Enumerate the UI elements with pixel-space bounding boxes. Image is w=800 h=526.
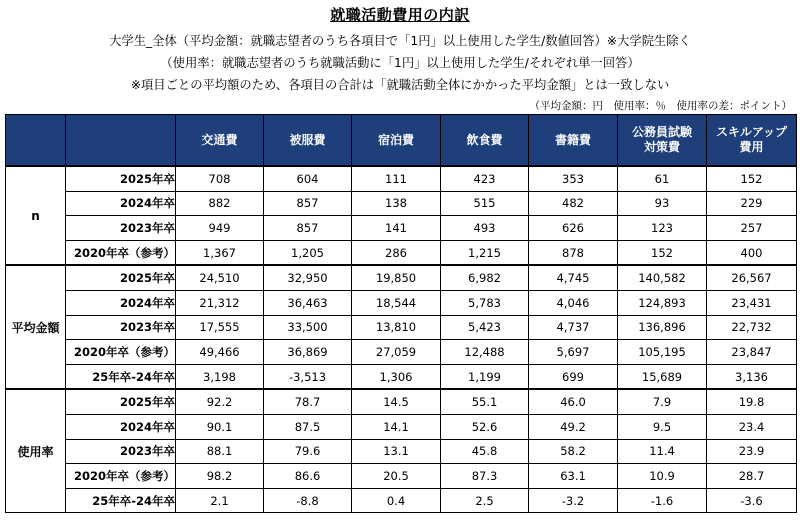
table-cell: 626 bbox=[529, 216, 618, 241]
table-cell: 140,582 bbox=[618, 265, 707, 290]
table-cell: 19,850 bbox=[352, 265, 441, 290]
table-cell: 949 bbox=[176, 216, 264, 241]
page-title: 就職活動費用の内訳 bbox=[330, 6, 470, 24]
table-cell: 61 bbox=[618, 166, 707, 191]
row-label: 2025年卒 bbox=[66, 166, 176, 191]
table-cell: 36,869 bbox=[264, 340, 352, 365]
row-label: 2023年卒 bbox=[66, 315, 176, 340]
table-cell: 1,215 bbox=[441, 240, 529, 265]
table-row bbox=[6, 464, 797, 489]
table-cell: 4,046 bbox=[529, 290, 618, 315]
table-row bbox=[6, 191, 797, 216]
table-cell: 5,783 bbox=[441, 290, 529, 315]
table-cell: 9.5 bbox=[618, 414, 707, 439]
table-cell: 49.2 bbox=[529, 414, 618, 439]
table-cell: 13.1 bbox=[352, 439, 441, 464]
note-scope: 大学生_全体（平均金額：就職志望者のうち各項目で「1円」以上使用した学生/数値回答）※大学院生除く bbox=[109, 34, 691, 48]
table-cell: 27,059 bbox=[352, 340, 441, 365]
table-cell: 4,745 bbox=[529, 265, 618, 290]
table-cell: 2.5 bbox=[441, 488, 529, 513]
table-row bbox=[6, 364, 797, 389]
table-cell: 98.2 bbox=[176, 464, 264, 489]
table-cell: 33,500 bbox=[264, 315, 352, 340]
table-cell: 23,431 bbox=[707, 290, 797, 315]
table-cell: 63.1 bbox=[529, 464, 618, 489]
table-cell: -3.2 bbox=[529, 488, 618, 513]
table-cell: 882 bbox=[176, 191, 264, 216]
table-cell: 138 bbox=[352, 191, 441, 216]
table-cell: 55.1 bbox=[441, 389, 529, 414]
table-cell: 400 bbox=[707, 240, 797, 265]
table-cell: 21,312 bbox=[176, 290, 264, 315]
table-row bbox=[6, 414, 797, 439]
header-row bbox=[6, 115, 797, 167]
column-header: 宿泊費 bbox=[352, 115, 441, 167]
table-cell: 4,737 bbox=[529, 315, 618, 340]
group-label: n bbox=[6, 166, 66, 265]
expense-breakdown-table bbox=[5, 114, 797, 513]
table-cell: 2.1 bbox=[176, 488, 264, 513]
table-cell: 15,689 bbox=[618, 364, 707, 389]
table-cell: 22,732 bbox=[707, 315, 797, 340]
table-cell: 12,488 bbox=[441, 340, 529, 365]
table-cell: 105,195 bbox=[618, 340, 707, 365]
table-cell: 1,306 bbox=[352, 364, 441, 389]
table-cell: 52.6 bbox=[441, 414, 529, 439]
table-cell: 1,367 bbox=[176, 240, 264, 265]
header-corner bbox=[6, 115, 66, 167]
row-label: 2025年卒 bbox=[66, 265, 176, 290]
table-cell: 229 bbox=[707, 191, 797, 216]
table-cell: 111 bbox=[352, 166, 441, 191]
table-row bbox=[6, 340, 797, 365]
table-cell: 49,466 bbox=[176, 340, 264, 365]
table-row bbox=[6, 265, 797, 290]
table-cell: 20.5 bbox=[352, 464, 441, 489]
table-cell: 3,198 bbox=[176, 364, 264, 389]
table-row bbox=[6, 389, 797, 414]
note-average-disclaimer: ※項目ごとの平均額のため、各項目の合計は「就職活動全体にかかった平均金額」とは一致しない bbox=[130, 78, 670, 92]
note-usage-rate: （使用率：就職志望者のうち就職活動に「1円」以上使用した学生/それぞれ単一回答） bbox=[160, 56, 640, 70]
table-cell: 10.9 bbox=[618, 464, 707, 489]
table-cell: 11.4 bbox=[618, 439, 707, 464]
table-cell: 86.6 bbox=[264, 464, 352, 489]
table-cell: 708 bbox=[176, 166, 264, 191]
table-cell: 78.7 bbox=[264, 389, 352, 414]
table-cell: 857 bbox=[264, 191, 352, 216]
table-cell: 604 bbox=[264, 166, 352, 191]
column-header: 被服費 bbox=[264, 115, 352, 167]
column-header: 飲食費 bbox=[441, 115, 529, 167]
table-cell: 515 bbox=[441, 191, 529, 216]
table-cell: 152 bbox=[707, 166, 797, 191]
row-label: 2024年卒 bbox=[66, 414, 176, 439]
table-cell: 28.7 bbox=[707, 464, 797, 489]
table-cell: 699 bbox=[529, 364, 618, 389]
table-cell: 1,199 bbox=[441, 364, 529, 389]
row-label: 2024年卒 bbox=[66, 290, 176, 315]
table-row bbox=[6, 439, 797, 464]
table-cell: 878 bbox=[529, 240, 618, 265]
table-cell: 23.4 bbox=[707, 414, 797, 439]
unit-note: （平均金額：円 使用率：％ 使用率の差：ポイント） bbox=[529, 100, 792, 112]
group-label: 平均金額 bbox=[6, 265, 66, 389]
table-cell: 482 bbox=[529, 191, 618, 216]
table-cell: -8.8 bbox=[264, 488, 352, 513]
table-row bbox=[6, 240, 797, 265]
row-label: 25年卒-24年卒 bbox=[66, 364, 176, 389]
row-label: 2023年卒 bbox=[66, 216, 176, 241]
table-cell: -1.6 bbox=[618, 488, 707, 513]
table-cell: 14.1 bbox=[352, 414, 441, 439]
table-cell: 93 bbox=[618, 191, 707, 216]
table-cell: 90.1 bbox=[176, 414, 264, 439]
table-cell: 19.8 bbox=[707, 389, 797, 414]
table-cell: 32,950 bbox=[264, 265, 352, 290]
table-cell: 24,510 bbox=[176, 265, 264, 290]
table-cell: -3.6 bbox=[707, 488, 797, 513]
column-header: 公務員試験 対策費 bbox=[618, 115, 707, 167]
table-cell: 7.9 bbox=[618, 389, 707, 414]
column-header: 書籍費 bbox=[529, 115, 618, 167]
row-label: 2025年卒 bbox=[66, 389, 176, 414]
column-header: スキルアップ 費用 bbox=[707, 115, 797, 167]
table-cell: 286 bbox=[352, 240, 441, 265]
table-cell: 5,697 bbox=[529, 340, 618, 365]
table-row bbox=[6, 488, 797, 513]
table-row bbox=[6, 315, 797, 340]
table-cell: 87.3 bbox=[441, 464, 529, 489]
table-cell: 23.9 bbox=[707, 439, 797, 464]
table-cell: 353 bbox=[529, 166, 618, 191]
table-row bbox=[6, 216, 797, 241]
table-cell: -3,513 bbox=[264, 364, 352, 389]
table-cell: 257 bbox=[707, 216, 797, 241]
table-cell: 46.0 bbox=[529, 389, 618, 414]
table-cell: 14.5 bbox=[352, 389, 441, 414]
table-cell: 92.2 bbox=[176, 389, 264, 414]
table-cell: 13,810 bbox=[352, 315, 441, 340]
table-row bbox=[6, 290, 797, 315]
row-label: 2020年卒（参考） bbox=[66, 340, 176, 365]
row-label: 25年卒-24年卒 bbox=[66, 488, 176, 513]
table-cell: 58.2 bbox=[529, 439, 618, 464]
table-cell: 152 bbox=[618, 240, 707, 265]
row-label: 2024年卒 bbox=[66, 191, 176, 216]
table-cell: 6,982 bbox=[441, 265, 529, 290]
table-cell: 141 bbox=[352, 216, 441, 241]
table-cell: 88.1 bbox=[176, 439, 264, 464]
table-cell: 36,463 bbox=[264, 290, 352, 315]
table-row bbox=[6, 166, 797, 191]
row-label: 2023年卒 bbox=[66, 439, 176, 464]
table-cell: 23,847 bbox=[707, 340, 797, 365]
table-cell: 87.5 bbox=[264, 414, 352, 439]
table-cell: 136,896 bbox=[618, 315, 707, 340]
header-corner-label bbox=[66, 115, 176, 167]
table-cell: 45.8 bbox=[441, 439, 529, 464]
table-cell: 3,136 bbox=[707, 364, 797, 389]
table-cell: 857 bbox=[264, 216, 352, 241]
table-cell: 493 bbox=[441, 216, 529, 241]
group-label: 使用率 bbox=[6, 389, 66, 512]
table-cell: 79.6 bbox=[264, 439, 352, 464]
table-cell: 423 bbox=[441, 166, 529, 191]
table-cell: 18,544 bbox=[352, 290, 441, 315]
table-cell: 26,567 bbox=[707, 265, 797, 290]
row-label: 2020年卒（参考） bbox=[66, 464, 176, 489]
table-cell: 0.4 bbox=[352, 488, 441, 513]
table-cell: 17,555 bbox=[176, 315, 264, 340]
table-cell: 124,893 bbox=[618, 290, 707, 315]
row-label: 2020年卒（参考） bbox=[66, 240, 176, 265]
table-cell: 123 bbox=[618, 216, 707, 241]
table-cell: 5,423 bbox=[441, 315, 529, 340]
column-header: 交通費 bbox=[176, 115, 264, 167]
table-cell: 1,205 bbox=[264, 240, 352, 265]
